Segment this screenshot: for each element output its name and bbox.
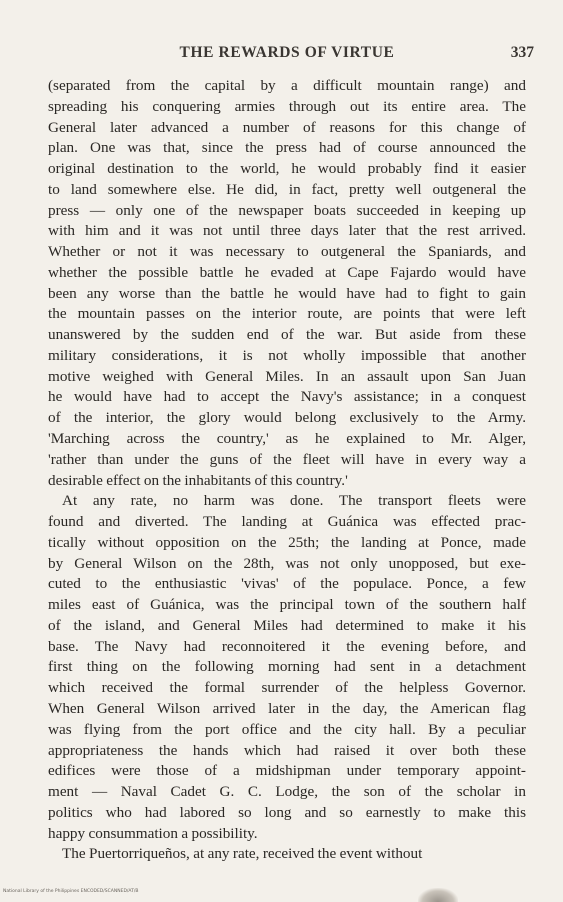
text-line: by General Wilson on the 28th, was not only unopposed, but exe- <box>48 554 526 572</box>
text-line: At any rate, no harm was done. The transport fleets were <box>62 492 526 510</box>
text-line: ment — Naval Cadet G. C. Lodge, the son of the scholar in <box>48 783 526 801</box>
page-number: 337 <box>510 44 534 61</box>
text-line: found and diverted. The landing at Guánica was effected prac- <box>48 513 526 531</box>
running-head <box>48 44 534 66</box>
text-line: press — only one of the newspaper boats succeeded in keeping up <box>48 201 526 219</box>
text-line: base. The Navy had reconnoitered it the evening before, and <box>48 637 526 655</box>
text-line: appropriateness the hands which had raised it over both these <box>48 741 526 759</box>
paragraph <box>48 76 526 491</box>
text-line: unanswered by the sudden end of the war. But aside from these <box>48 326 526 344</box>
chapter-title: THE REWARDS OF VIRTUE <box>179 44 395 61</box>
text-line: Whether or not it was necessary to outgeneral the Spaniards, and <box>48 243 526 261</box>
text-line: The Puertorriqueños, at any rate, received the event without <box>62 845 423 863</box>
text-line: first thing on the following morning had sent in a detachment <box>48 658 526 676</box>
text-line: military considerations, it is not wholly impossible that another <box>48 346 526 364</box>
text-line: happy consummation a possibility. <box>48 824 258 842</box>
text-line: motive weighed with General Miles. In an assault upon San Juan <box>48 367 526 385</box>
text-line: which received the formal surrender of the helpless Governor. <box>48 679 526 697</box>
text-line: edifices were those of a midshipman under temporary appoint- <box>48 762 526 780</box>
text-line: 'Marching across the country,' as he explained to Mr. Alger, <box>48 430 526 448</box>
text-line: whether the possible battle he evaded at Cape Fajardo would have <box>48 263 526 281</box>
paragraph <box>48 491 526 844</box>
text-line: spreading his conquering armies through out its entire area. The <box>48 97 526 115</box>
text-line: with him and it was not until three days later that the rest arrived. <box>48 222 526 240</box>
text-line: politics who had labored so long and so earnestly to make this <box>48 803 526 821</box>
text-line: tically without opposition on the 25th; the landing at Ponce, made <box>48 533 526 551</box>
library-stamp: National Library of the Philippines ENCODED/SCANNED/AT/B <box>3 889 139 894</box>
text-line: to land somewhere else. He did, in fact, pretty well outgeneral the <box>48 180 526 198</box>
text-line: cuted to the enthusiastic 'vivas' of the populace. Ponce, a few <box>48 575 526 593</box>
paragraph <box>48 844 526 865</box>
body-text <box>48 76 526 865</box>
text-line: desirable effect on the inhabitants of this country.' <box>48 471 348 489</box>
text-line: been any worse than the battle he would have had to fight to gain <box>48 284 526 302</box>
text-line: 'rather than under the guns of the fleet will have in every way a <box>48 450 526 468</box>
text-line: the mountain passes on the interior route, are points that were left <box>48 305 526 323</box>
text-line: was flying from the port office and the city hall. By a peculiar <box>48 720 526 738</box>
text-line: When General Wilson arrived later in the day, the American flag <box>48 699 526 717</box>
text-line: of the island, and General Miles had determined to make it his <box>48 616 526 634</box>
text-line: plan. One was that, since the press had of course announced the <box>48 139 526 157</box>
text-line: original destination to the world, he would probably find it easier <box>48 160 526 178</box>
text-line: he would have had to accept the Navy's assistance; in a conquest <box>48 388 526 406</box>
text-line: of the interior, the glory would belong exclusively to the Army. <box>48 409 526 427</box>
text-line: miles east of Guánica, was the principal town of the southern half <box>48 596 526 614</box>
text-line: (separated from the capital by a difficult mountain range) and <box>48 77 526 94</box>
text-line: General later advanced a number of reasons for this change of <box>48 118 526 136</box>
